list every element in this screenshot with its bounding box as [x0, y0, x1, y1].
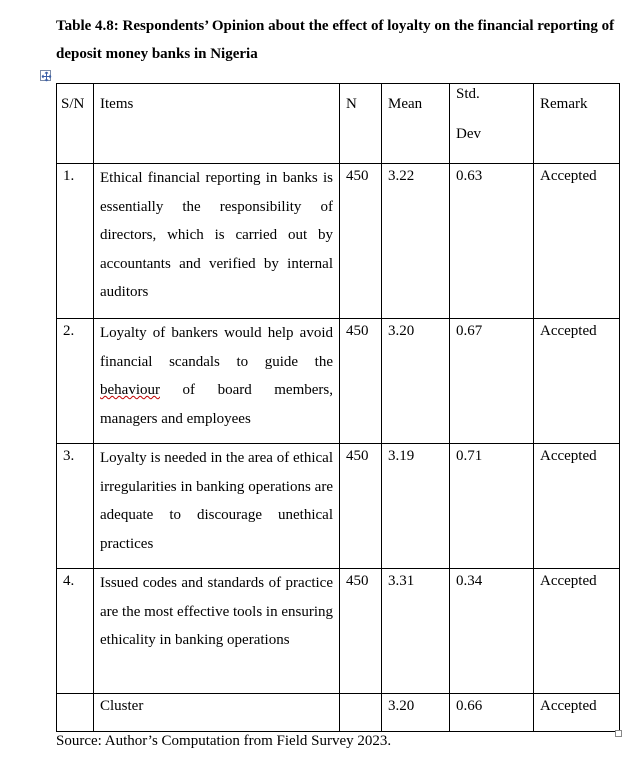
- table-move-handle-icon[interactable]: [40, 70, 51, 81]
- row-std: 0.34: [450, 569, 534, 694]
- row-mean: 3.20: [382, 319, 450, 444]
- row-mean: 3.31: [382, 569, 450, 694]
- table-row: [57, 164, 620, 319]
- row-remark: Accepted: [534, 319, 620, 444]
- row-item: Loyalty is needed in the area of ethical irregularities in banking operations are adequate to discourage unethical practices: [94, 444, 340, 569]
- header-row: [57, 84, 620, 164]
- row-remark: Accepted: [534, 569, 620, 694]
- header-sn: S/N: [57, 84, 94, 164]
- row-std: 0.63: [450, 164, 534, 319]
- row-mean: 3.19: [382, 444, 450, 569]
- row-std: 0.67: [450, 319, 534, 444]
- cluster-std: 0.66: [450, 694, 534, 732]
- header-mean: Mean: [382, 84, 450, 164]
- row-n: 450: [340, 319, 382, 444]
- header-std-line2: Dev: [456, 126, 481, 142]
- row-sn: 2.: [57, 319, 94, 444]
- row-mean: 3.22: [382, 164, 450, 319]
- table-row: [57, 569, 620, 694]
- row-n: 450: [340, 164, 382, 319]
- header-n: N: [340, 84, 382, 164]
- row-item: Ethical financial reporting in banks is essentially the responsibility of directors, which is carried out by accountants and verified by internal auditors: [94, 164, 340, 319]
- row-remark: Accepted: [534, 164, 620, 319]
- table-row: [57, 444, 620, 569]
- row-std: 0.71: [450, 444, 534, 569]
- source-note: Source: Author’s Computation from Field Survey 2023.: [56, 733, 392, 749]
- header-remark: Remark: [534, 84, 620, 164]
- row-item-text-before: Loyalty of bankers would help avoid financial scandals to guide the: [100, 325, 333, 370]
- row-sn: 1.: [57, 164, 94, 319]
- opinion-table: [56, 83, 620, 732]
- header-std-line1: Std.: [456, 86, 480, 102]
- row-item-text-after: of board members, managers and employees: [100, 382, 333, 427]
- row-n: 450: [340, 569, 382, 694]
- cluster-n: [340, 694, 382, 732]
- row-item: [94, 319, 340, 444]
- table-resize-handle-icon[interactable]: [615, 730, 622, 737]
- row-sn: 4.: [57, 569, 94, 694]
- header-std: [450, 84, 534, 164]
- cluster-row: [57, 694, 620, 732]
- cluster-remark: Accepted: [534, 694, 620, 732]
- table-title: Table 4.8: Respondents’ Opinion about the effect of loyalty on the financial reporting of deposit money banks in Nigeria: [56, 18, 615, 62]
- row-item: Issued codes and standards of practice are the most effective tools in ensuring ethicality in banking operations: [94, 569, 340, 694]
- header-items: Items: [94, 84, 340, 164]
- cluster-label: Cluster: [94, 694, 340, 732]
- cluster-mean: 3.20: [382, 694, 450, 732]
- table-row: [57, 319, 620, 444]
- cluster-sn: [57, 694, 94, 732]
- row-n: 450: [340, 444, 382, 569]
- row-item-spellcheck-word[interactable]: behaviour: [100, 382, 160, 398]
- row-sn: 3.: [57, 444, 94, 569]
- row-remark: Accepted: [534, 444, 620, 569]
